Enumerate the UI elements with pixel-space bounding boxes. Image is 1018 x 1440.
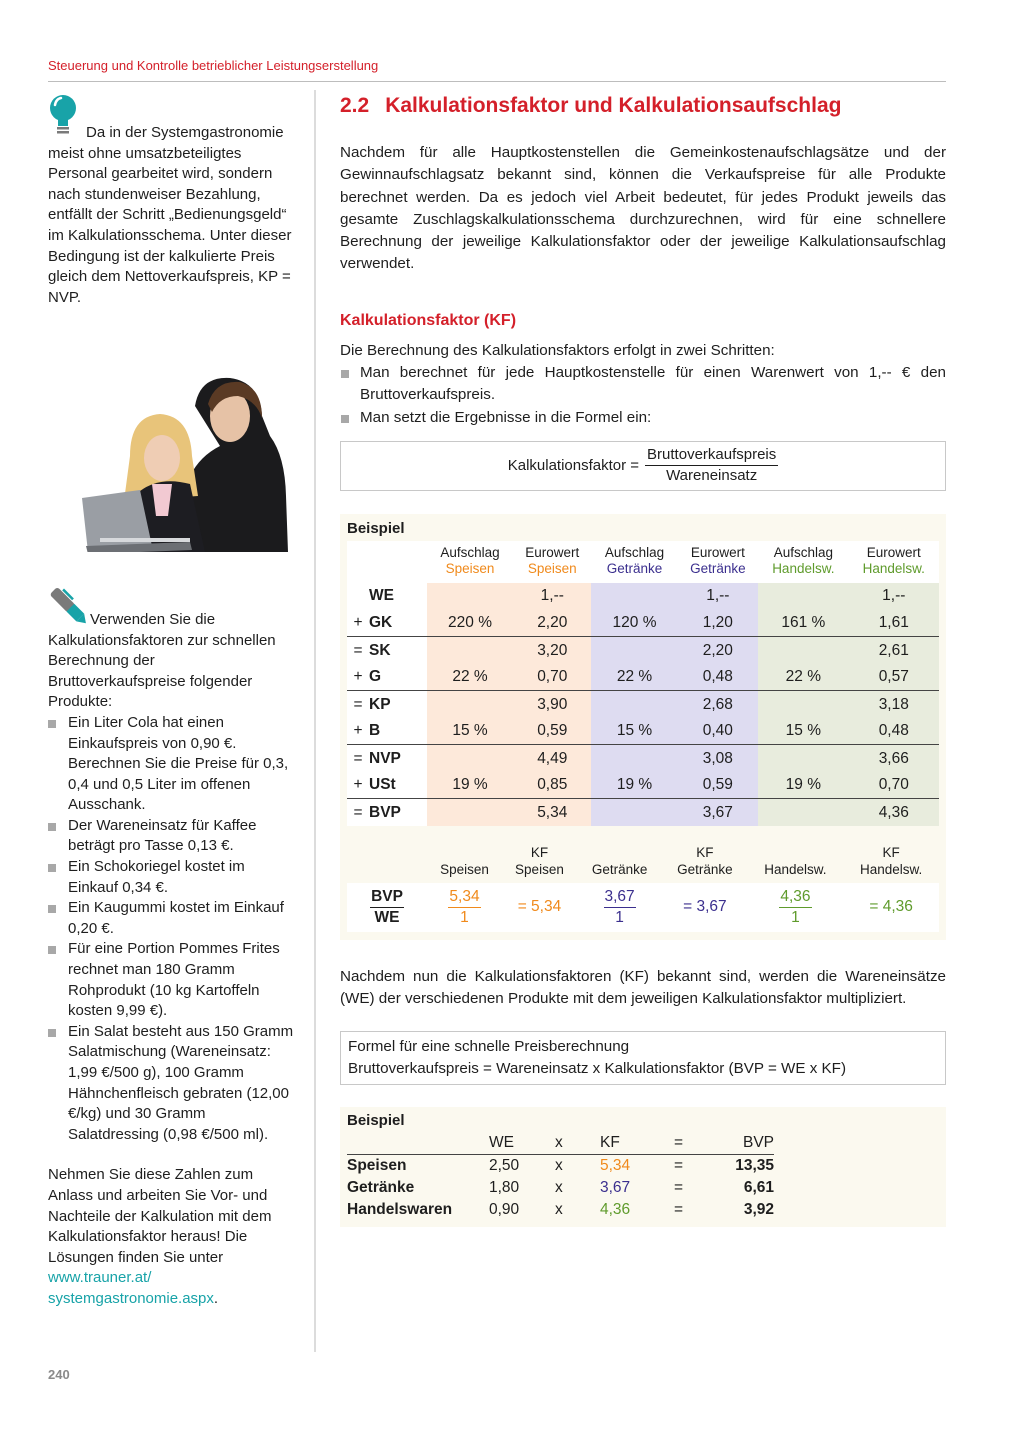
row-sign: = — [347, 637, 369, 664]
ex2-header-kf: KF — [600, 1133, 674, 1155]
cell-eurowert-handelsw: 4,36 — [849, 799, 939, 826]
section-title-text: Kalkulationsfaktor und Kalkulationsaufschlag — [385, 94, 842, 117]
cell-eurowert-speisen: 5,34 — [513, 799, 591, 826]
cell-eurowert-speisen: 0,70 — [513, 664, 591, 691]
row-label: BVP — [369, 799, 427, 826]
calc-row-bvp — [347, 799, 939, 826]
cell-eurowert-handelsw: 0,48 — [849, 718, 939, 745]
header-divider — [48, 81, 946, 82]
calc-header-row — [347, 541, 939, 583]
example2-label: Beispiel — [347, 1111, 405, 1129]
kf-header-row — [347, 844, 939, 883]
cell-aufschlag-speisen — [427, 691, 513, 718]
row-label: G — [369, 664, 427, 691]
cell-eurowert-speisen: 3,20 — [513, 637, 591, 664]
closing-text — [48, 1165, 294, 1309]
kf-speisen-value: = 5,34 — [502, 883, 577, 932]
cell-eurowert-getraenke: 3,67 — [678, 799, 759, 826]
cell-eurowert-getraenke: 1,-- — [678, 583, 759, 610]
task-item: Für eine Portion Pommes Frites rechnet man 180 Gramm Rohprodukt (10 kg Kartoffeln kosten 9,99 €). — [48, 939, 294, 1021]
section-title — [340, 94, 946, 118]
cell-aufschlag-speisen — [427, 637, 513, 664]
kf-header-getraenke: Getränke — [591, 861, 648, 877]
row-label: SK — [369, 637, 427, 664]
row-sign: = — [347, 691, 369, 718]
row-label: USt — [369, 772, 427, 799]
row-sign: + — [347, 664, 369, 691]
header-eurowert-speisen: Eurowert Speisen — [513, 541, 591, 583]
kf-getraenke-value: = 3,67 — [662, 883, 747, 932]
cell-eurowert-handelsw: 1,61 — [849, 610, 939, 637]
cell-eurowert-handelsw: 3,18 — [849, 691, 939, 718]
header-aufschlag-getraenke: Aufschlag Getränke — [591, 541, 677, 583]
running-head: Steuerung und Kontrolle betrieblicher Leistungserstellung — [48, 58, 379, 73]
task-item: Der Wareneinsatz für Kaffee beträgt pro Tasse 0,13 €. — [48, 816, 294, 857]
cell-aufschlag-handelsw: 161 % — [758, 610, 848, 637]
ex2-row-speisen — [347, 1155, 774, 1177]
header-aufschlag-speisen: Aufschlag Speisen — [427, 541, 513, 583]
cell-eurowert-getraenke: 1,20 — [678, 610, 759, 637]
kf-speisen-fraction: $\frac{5,34}{1}$ — [427, 883, 502, 932]
intro-paragraph: Nachdem für alle Hauptkostenstellen die Gemeinkostenaufschlagsätze und der Gewinnaufschlagsatz bekannt sind, können die Verkaufspreise für alle Produkte berechnet werden. Da es jedoch viel Arbeit bedeutet, für jedes Produkt jeweils das gesamte Zuschlagskalkulationsschema durchzurechnen, wird für eine schnellere Berechnung der jeweilige Kalkulationsfaktor oder der jeweilige Kalkulationsaufschlag verwendet. — [340, 144, 946, 273]
ex2-header-row — [347, 1133, 774, 1155]
steps-intro: Die Berechnung des Kalkulationsfaktors erfolgt in zwei Schritten: — [340, 341, 775, 359]
task-item: Ein Kaugummi kostet im Einkauf 0,20 €. — [48, 898, 294, 939]
calc-row-gk — [347, 610, 939, 637]
row-we: 0,90 — [489, 1200, 520, 1218]
row-label: KP — [369, 691, 427, 718]
formula2-equation: Bruttoverkaufspreis = Wareneinsatz x Kalkulationsfaktor (BVP = WE x KF) — [348, 1059, 847, 1077]
calc-row-sk — [347, 637, 939, 664]
row-label: NVP — [369, 745, 427, 772]
task-item: Ein Liter Cola hat einen Einkaufspreis von 0,90 €. Berechnen Sie die Preise für 0,3, 0,4 und 0,5 Liter im offenen Ausschank. — [48, 713, 294, 816]
calculation-table — [347, 541, 939, 826]
cell-eurowert-speisen: 4,49 — [513, 745, 591, 772]
cell-aufschlag-handelsw — [758, 691, 848, 718]
steps-list — [340, 362, 946, 429]
kf-header-kf-speisen: KF Speisen — [515, 844, 564, 877]
row-x: x — [555, 1200, 563, 1218]
link-period: . — [213, 1289, 219, 1307]
cell-eurowert-speisen: 3,90 — [513, 691, 591, 718]
cell-aufschlag-getraenke: 22 % — [591, 664, 677, 691]
task-list — [48, 713, 294, 1145]
after-example-paragraph: Nachdem nun die Kalkulationsfaktoren (KF) bekannt sind, werden die Wareneinsätze (WE) der verschiedenen Produkte mit dem jeweiligen Kalkulationsfaktor multipliziert. — [340, 967, 946, 1008]
example-box-2 — [340, 1107, 946, 1227]
step-item: Man setzt die Ergebnisse in die Formel ein: — [340, 407, 946, 429]
cell-eurowert-speisen: 1,-- — [513, 583, 591, 610]
cell-aufschlag-handelsw: 19 % — [758, 772, 848, 799]
ex2-row-getraenke — [347, 1177, 774, 1199]
cell-eurowert-handelsw: 3,66 — [849, 745, 939, 772]
page-number: 240 — [48, 1367, 70, 1382]
formula-numerator: Bruttoverkaufspreis — [645, 445, 778, 466]
kf-label-fraction: $\frac{\text{BVP}}{WE}$ — [347, 883, 427, 932]
row-name: Getränke — [347, 1178, 415, 1196]
kf-table — [347, 844, 939, 932]
cell-aufschlag-getraenke: 19 % — [591, 772, 677, 799]
cell-aufschlag-speisen: 19 % — [427, 772, 513, 799]
row-we: 2,50 — [489, 1156, 520, 1174]
subheading-kf: Kalkulationsfaktor (KF) — [340, 311, 517, 329]
row-bvp: 3,92 — [743, 1200, 774, 1218]
row-bvp: 6,61 — [743, 1178, 774, 1196]
kf-header-kf-getraenke: KF Getränke — [677, 844, 733, 877]
row-name: Handelswaren — [347, 1200, 453, 1218]
cell-aufschlag-getraenke: 15 % — [591, 718, 677, 745]
kf-header-kf-handelsw: KF Handelsw. — [859, 844, 923, 877]
cell-aufschlag-handelsw: 15 % — [758, 718, 848, 745]
cell-eurowert-handelsw: 2,61 — [849, 637, 939, 664]
ex2-header — [347, 1133, 489, 1155]
cell-eurowert-getraenke: 3,08 — [678, 745, 759, 772]
calc-row-g — [347, 664, 939, 691]
cell-aufschlag-getraenke — [591, 583, 677, 610]
ex2-header-bvp: BVP — [724, 1133, 774, 1155]
cell-aufschlag-handelsw — [758, 799, 848, 826]
quick-price-formula-box — [340, 1031, 946, 1085]
column-divider — [314, 90, 316, 1352]
header-empty — [347, 844, 427, 883]
header-empty — [347, 541, 369, 583]
task-item: Ein Salat besteht aus 150 Gramm Salatmischung (Wareneinsatz: 1,99 €/500 g), 100 Gramm Hähnchenfleisch gebraten (12,00 €/kg) und 30 Gramm Salatdressing (0,98 €/500 ml). — [48, 1022, 294, 1146]
cell-aufschlag-speisen — [427, 745, 513, 772]
row-label: GK — [369, 610, 427, 637]
cell-eurowert-getraenke: 0,40 — [678, 718, 759, 745]
cell-aufschlag-getraenke — [591, 691, 677, 718]
cell-eurowert-handelsw: 0,57 — [849, 664, 939, 691]
row-label: WE — [369, 583, 427, 610]
row-name: Speisen — [347, 1156, 407, 1174]
row-x: x — [555, 1156, 563, 1174]
calc-row-nvp — [347, 745, 939, 772]
cell-aufschlag-handelsw — [758, 583, 848, 610]
cell-aufschlag-getraenke: 120 % — [591, 610, 677, 637]
tip-text: Da in der Systemgastronomie meist ohne umsatzbeteiligtes Personal gearbeitet wird, sondern nach stundenweiser Bezahlung, entfällt der Schritt „Bedienungsgeld“ im Kalkulationsschema. Unter dieser Bedingung ist der kalkulierte Preis gleich dem Nettoverkaufspreis, KP = NVP. — [48, 124, 292, 306]
row-kf: 5,34 — [600, 1156, 631, 1174]
kf-handel-fraction: $\frac{4,36}{1}$ — [748, 883, 844, 932]
sidebar — [48, 94, 294, 1310]
kf-formula-box — [340, 441, 946, 491]
lightbulb-icon — [48, 94, 78, 136]
calc-row-b — [347, 718, 939, 745]
row-sign — [347, 583, 369, 610]
closing-body: Nehmen Sie diese Zahlen zum Anlass und arbeiten Sie Vor- und Nachteile der Kalkulation mit dem Kalkulationsfaktor heraus! Die Lösungen finden Sie unter — [48, 1166, 272, 1266]
cell-eurowert-speisen: 0,59 — [513, 718, 591, 745]
formula-denominator: Wareneinsatz — [666, 467, 758, 485]
formula-lhs: Kalkulationsfaktor = — [507, 457, 640, 475]
step-item: Man berechnet für jede Hauptkostenstelle für einen Warenwert von 1,-- € den Bruttoverkaufspreis. — [340, 362, 946, 407]
ex2-header-x: x — [555, 1133, 600, 1155]
cell-aufschlag-speisen: 15 % — [427, 718, 513, 745]
cell-eurowert-getraenke: 2,68 — [678, 691, 759, 718]
row-eq: = — [674, 1200, 684, 1218]
row-sign: = — [347, 799, 369, 826]
cell-aufschlag-getraenke — [591, 745, 677, 772]
solutions-link-line1[interactable]: www.trauner.at/ — [48, 1269, 152, 1287]
cell-aufschlag-speisen: 220 % — [427, 610, 513, 637]
row-eq: = — [674, 1156, 684, 1174]
kf-handel-value: = 4,36 — [843, 883, 939, 932]
cell-eurowert-speisen: 2,20 — [513, 610, 591, 637]
cell-aufschlag-getraenke — [591, 637, 677, 664]
formula-fraction — [645, 445, 778, 486]
header-empty — [369, 541, 427, 583]
row-eq: = — [674, 1178, 684, 1196]
cell-aufschlag-handelsw: 22 % — [758, 664, 848, 691]
ex2-header-we: WE — [489, 1133, 555, 1155]
row-bvp: 13,35 — [735, 1156, 774, 1174]
cell-aufschlag-speisen — [427, 583, 513, 610]
row-label: B — [369, 718, 427, 745]
header-aufschlag-handelsw: Aufschlag Handelsw. — [758, 541, 848, 583]
calc-body — [347, 583, 939, 826]
kf-row — [347, 883, 939, 932]
row-kf: 4,36 — [600, 1200, 631, 1218]
cell-aufschlag-getraenke — [591, 799, 677, 826]
header-eurowert-handelsw: Eurowert Handelsw. — [849, 541, 939, 583]
ex2-header-eq: = — [674, 1133, 724, 1155]
kf-header-speisen: Speisen — [440, 861, 489, 877]
photo-two-women-laptop — [80, 366, 292, 552]
cell-aufschlag-speisen: 22 % — [427, 664, 513, 691]
kf-header-handelsw: Handelsw. — [764, 861, 827, 877]
task-item: Ein Schokoriegel kostet im Einkauf 0,34 €. — [48, 857, 294, 898]
cell-aufschlag-handelsw — [758, 637, 848, 664]
section-number: 2.2 — [340, 94, 370, 117]
header-eurowert-getraenke: Eurowert Getränke — [678, 541, 759, 583]
main-content — [340, 94, 946, 1227]
row-sign: + — [347, 610, 369, 637]
calc-row-ust — [347, 772, 939, 799]
task-intro: Verwenden Sie die Kalkulationsfaktoren zur schnellen Berechnung der Bruttoverkaufspreise folgender Produkte: — [48, 610, 276, 711]
calc-row-we — [347, 583, 939, 610]
row-sign: + — [347, 718, 369, 745]
calc-row-kp — [347, 691, 939, 718]
example-box-1 — [340, 514, 946, 940]
cell-eurowert-handelsw: 0,70 — [849, 772, 939, 799]
cell-eurowert-getraenke: 0,48 — [678, 664, 759, 691]
cell-eurowert-speisen: 0,85 — [513, 772, 591, 799]
kf-getraenke-fraction: $\frac{3,67}{1}$ — [577, 883, 662, 932]
row-sign: + — [347, 772, 369, 799]
row-we: 1,80 — [489, 1178, 520, 1196]
cell-eurowert-getraenke: 0,59 — [678, 772, 759, 799]
row-kf: 3,67 — [600, 1178, 631, 1196]
example-label: Beispiel — [347, 519, 405, 537]
ex2-row-handelswaren — [347, 1199, 774, 1221]
solutions-link-line2[interactable]: systemgastronomie.aspx — [48, 1289, 214, 1307]
row-sign: = — [347, 745, 369, 772]
cell-aufschlag-speisen — [427, 799, 513, 826]
row-x: x — [555, 1178, 563, 1196]
cell-eurowert-getraenke: 2,20 — [678, 637, 759, 664]
cell-aufschlag-handelsw — [758, 745, 848, 772]
pen-icon — [48, 586, 92, 630]
bvp-calculation-table — [347, 1133, 774, 1221]
formula2-title: Formel für eine schnelle Preisberechnung — [348, 1037, 630, 1055]
cell-eurowert-handelsw: 1,-- — [849, 583, 939, 610]
